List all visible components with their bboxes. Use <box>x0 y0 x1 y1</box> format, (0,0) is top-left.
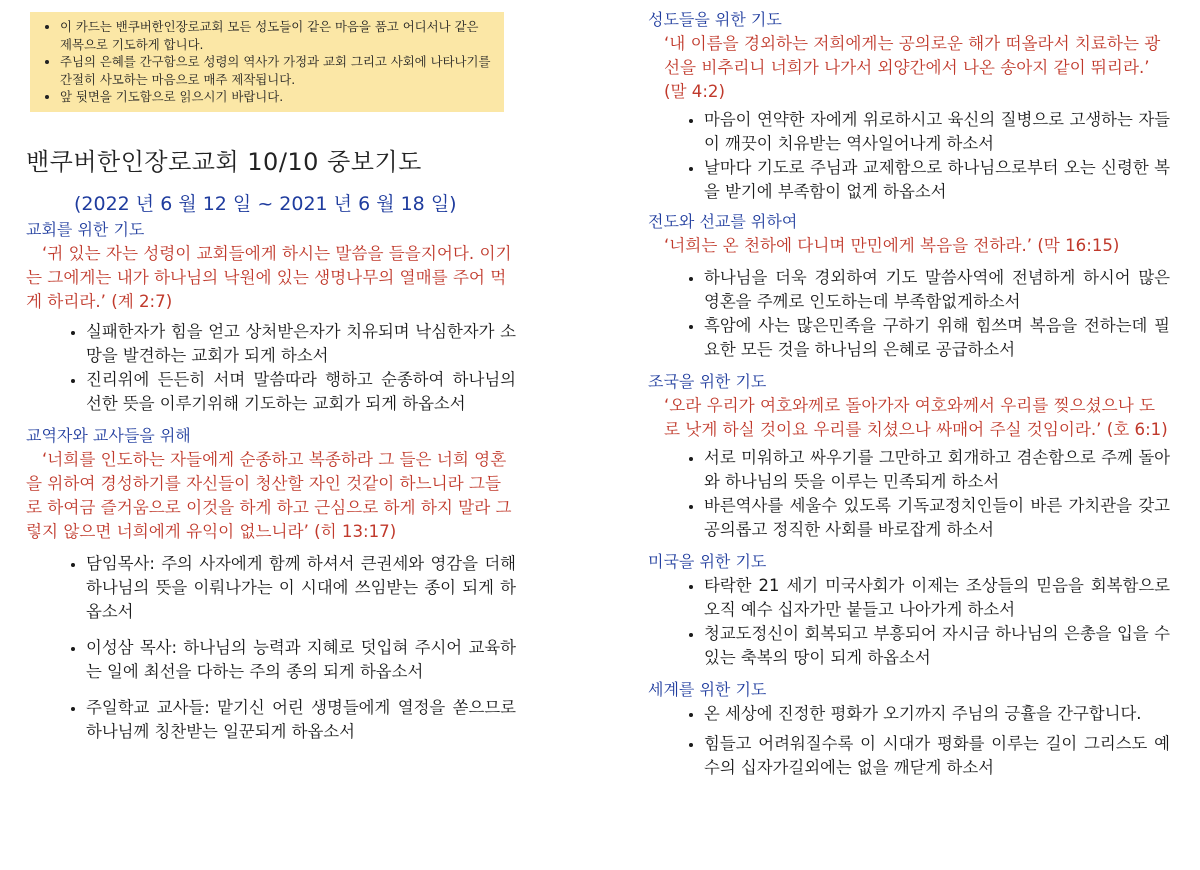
scripture-verse: ‘너희는 온 천하에 다니며 만민에게 복음을 전하라.’ (막 16:15) <box>664 236 1120 255</box>
prayer-list <box>648 266 1170 362</box>
scripture-verse: ‘너희를 인도하는 자들에게 순종하고 복종하라 그 들은 너희 영혼을 위하여 경성하기를 자신들이 청산할 자인 것같이 하느니라 그들로 하여금 즐거움으로 이것을 하게 하고 근심으로 하게 하지 말라 그렇지 않으면 너희에게 유익이 없느니라’ (히 13:17) <box>26 449 512 541</box>
section-heading: 교역자와 교사들을 위해 <box>26 425 191 445</box>
section-homeland <box>648 370 1170 542</box>
section-ministers <box>26 424 516 744</box>
scripture-verse: ‘내 이름을 경외하는 저희에게는 공의로운 해가 떠올라서 치료하는 광선을 비추리니 너희가 나가서 외양간에서 나온 송아지 같이 뛰리라.’ (말 4:2) <box>664 34 1161 101</box>
prayer-item: • 이성삼 목사: 하나님의 능력과 지혜로 덧입혀 주시어 교육하는 일에 최선을 다하는 주의 종의 되게 하옵소서 <box>86 636 516 684</box>
prayer-list <box>648 702 1170 780</box>
prayer-item: • 주일학교 교사들: 맡기신 어린 생명들에게 열정을 쏟으므로 하나님께 칭찬받는 일꾼되게 하옵소서 <box>86 696 516 744</box>
prayer-item: • 실패한자가 힘을 얻고 상처받은자가 치유되며 낙심한자가 소망을 발견하는 교회가 되게 하소서 <box>86 320 516 368</box>
prayer-list <box>648 574 1170 670</box>
date-range: (2022 년 6 월 12 일 ~ 2021 년 6 월 18 일) <box>74 192 457 215</box>
section-heading: 조국을 위한 기도 <box>648 372 767 391</box>
prayer-item: • 날마다 기도로 주님과 교제함으로 하나님으로부터 오는 신령한 복을 받기에 부족함이 없게 하옵소서 <box>704 156 1170 204</box>
prayer-item: • 서로 미워하고 싸우기를 그만하고 회개하고 겸손함으로 주께 돌아와 하나님의 뜻을 이루는 민족되게 하소서 <box>704 446 1170 494</box>
prayer-item: • 바른역사를 세울수 있도록 기독교정치인들이 바른 가치관을 갖고 공의롭고 정직한 사회를 바로잡게 하소서 <box>704 494 1170 542</box>
section-world <box>648 678 1170 780</box>
notice-item: • 이 카드는 밴쿠버한인장로교회 모든 성도들이 같은 마음을 품고 어디서나 같은 제목으로 기도하게 합니다. <box>60 18 494 53</box>
prayer-item: • 하나님을 더욱 경외하여 기도 말씀사역에 전념하게 하시어 많은 영혼을 주께로 인도하는데 부족함없게하소서 <box>704 266 1170 314</box>
section-heading: 전도와 선교를 위하여 <box>648 212 798 231</box>
prayer-item: • 진리위에 든든히 서며 말씀따라 행하고 순종하여 하나님의 선한 뜻을 이루기위해 기도하는 교회가 되게 하옵소서 <box>86 368 516 416</box>
prayer-item: • 청교도정신이 회복되고 부흥되어 자시금 하나님의 은총을 입을 수 있는 축복의 땅이 되게 하옵소서 <box>704 622 1170 670</box>
prayer-item: • 마음이 연약한 자에게 위로하시고 육신의 질병으로 고생하는 자들이 깨끗이 치유받는 역사일어나게 하소서 <box>704 108 1170 156</box>
prayer-item: • 온 세상에 진정한 평화가 오기까지 주님의 긍휼을 간구합니다. <box>704 702 1170 726</box>
notice-box <box>30 12 504 112</box>
section-church <box>26 218 516 416</box>
prayer-list <box>648 108 1170 204</box>
scripture-verse: ‘귀 있는 자는 성령이 교회들에게 하시는 말씀을 들을지어다. 이기는 그에게는 내가 하나님의 낙원에 있는 생명나무의 열매를 주어 먹게 하리라.’ (계 2:7) <box>26 243 512 311</box>
section-evangelism <box>648 210 1170 362</box>
scripture-verse: ‘오라 우리가 여호와께로 돌아가자 여호와께서 우리를 찢으셨으나 도로 낫게 하실 것이요 우리를 치셨으나 싸매어 주실 것임이라.’ (호 6:1) <box>664 396 1168 439</box>
notice-item: • 앞 뒷면을 기도함으로 읽으시기 바랍니다. <box>60 88 494 106</box>
left-column <box>26 0 516 744</box>
prayer-item: • 힘들고 어려워질수록 이 시대가 평화를 이루는 길이 그리스도 예수의 십자가길외에는 없을 깨닫게 하소서 <box>704 732 1170 780</box>
right-column <box>648 0 1170 780</box>
section-usa <box>648 550 1170 670</box>
prayer-item: • 흑암에 사는 많은민족을 구하기 위해 힘쓰며 복음을 전하는데 필요한 모든 것을 하나님의 은혜로 공급하소서 <box>704 314 1170 362</box>
prayer-item: • 담임목사: 주의 사자에게 함께 하셔서 큰권세와 영감을 더해 하나님의 뜻을 이뤄나가는 이 시대에 쓰임받는 종이 되게 하옵소서 <box>86 552 516 624</box>
prayer-list <box>26 320 516 416</box>
section-heading: 세계를 위한 기도 <box>648 680 767 699</box>
section-saints <box>648 8 1170 204</box>
page-title: 밴쿠버한인장로교회 10/10 중보기도 <box>26 147 422 176</box>
section-heading: 미국을 위한 기도 <box>648 552 767 571</box>
prayer-item: • 타락한 21 세기 미국사회가 이제는 조상들의 믿음을 회복함으로 오직 예수 십자가만 붙들고 나아가게 하소서 <box>704 574 1170 622</box>
notice-item: • 주님의 은혜를 간구함으로 성령의 역사가 가정과 교회 그리고 사회에 나타나기를 간절히 사모하는 마음으로 매주 제작됩니다. <box>60 53 494 88</box>
section-heading: 교회를 위한 기도 <box>26 219 145 239</box>
prayer-list <box>648 446 1170 542</box>
prayer-list <box>26 552 516 744</box>
section-heading: 성도들을 위한 기도 <box>648 10 782 29</box>
notice-list <box>40 18 494 106</box>
